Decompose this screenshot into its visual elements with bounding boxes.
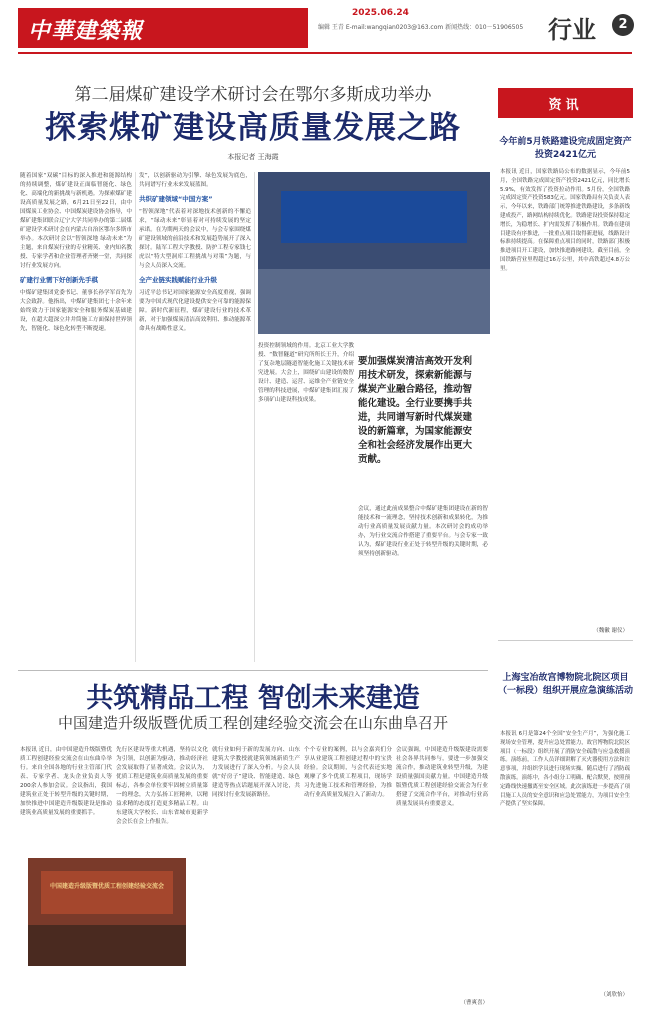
conference-photo [258,172,490,334]
editor-info: 编辑 王青 E-mail:wangqian0203@163.com 新闻热线：010－51906505 [318,24,524,31]
masthead [0,0,650,52]
sidebar-divider [498,640,633,641]
second-column-2 [116,746,208,851]
sidebar-item-1-title: 今年前5月铁路建设完成固定资产投资2421亿元 [499,137,632,160]
lead-paragraph: 随着国家“双碳”目标的深入推进和能源结构的持续调整，煤矿建设正面临智能化、绿色化、高端化的新挑战与新机遇。为探索煤矿建设高质量发展之路，6月21日至22日，由中国煤炭工业协会、中国煤炭建设协会指导，中煤矿建集团联合辽宁大学共同举办的第二届煤矿建设学术研讨会在内蒙古自治区鄂尔多斯市举办。本次研讨会以“智领深地 绿动未来”为主题，来自煤炭行业的专业精英、业内知名教授、专家学者和企业管理者齐聚一堂，共同探讨行业发展方向。 [20,173,132,269]
lead-column-2 [139,172,251,662]
lead-paragraph: 投资控制领域的作用。北京工业大学教授、“数智隧道”研究所所长王升，介绍了复杂地层隧道智能化施工关键技术研究进展。大会上，围绕矿山建设的数智设计、建造、运营、运维全产业链安全管理的科技进展，中煤矿建集团汇报了多项矿山建设科技成果。 [258,343,354,403]
second-paragraph: 先行区建设等重大机遇，坚持以文化为引领，以创新为驱动，推动经济社会发展取得了显著成效。会议认为，优质工程是建筑业高质量发展的重要标志，各参会单位要牢固树立质量第一的理念，大力弘扬工匠精神，以精益求精的态度打造更多精品工程。山东建筑大学校长、山东省城市更新学会会长在会上作报告。 [116,747,208,825]
news-sidebar [498,58,633,1004]
stage-screen [281,191,467,243]
lead-paragraph: 发”，以创新驱动为引擎、绿色发展为底色，共同谱写行业未来发展蓝图。 [139,173,251,188]
lead-column-4 [358,505,488,662]
sidebar-header [498,88,633,118]
second-paragraph: 本报讯 近日，由中国建造升级版暨优质工程创建经验交流会在山东曲阜举行。来自全国各地的行业主管部门代表、专家学者、龙头企业负责人等200余人参加会议。会议指出，我国建筑业正处于转型升级的关键时期，加快推进中国建造升级版建设是推动建筑业高质量发展的重要抓手。 [20,747,112,816]
column-divider [254,172,255,662]
pull-quote: 要加强煤炭清洁高效开发利用技术研发，探索新能源与煤炭产业融合路径，推动智能化建设。全行业要携手共进，共同谱写新时代煤炭建设的新篇章，为国家能源安全和社会经济发展作出更大贡献。 [358,356,473,465]
banner-text: 中国建造升级版暨优质工程创建经验交流会 [49,882,164,890]
lead-subhead-1: 矿建行业需下好创新先手棋 [20,276,98,284]
header-rule [18,52,632,54]
exchange-meeting-photo [28,858,186,966]
sidebar-header-text: 资讯 [548,98,583,113]
second-signature: （曹爽喜） [460,1000,488,1006]
sidebar-item-2-title: 上海宝冶故宫博物院北院区项目（一标段）组织开展应急演练活动 [498,673,634,696]
page-number: 2 [612,14,634,36]
issue-date: 2025.06.24 [352,8,409,18]
stage-banner [41,871,174,914]
lead-kicker: 第二届煤矿建设学术研讨会在鄂尔多斯成功举办 [74,85,432,105]
lead-subhead-2: 共织矿建领域“中国方案” [139,195,213,203]
audience-area [258,269,490,334]
second-column-1 [20,746,112,851]
lead-subhead-3: 全产业链实践赋能行业升级 [139,276,217,284]
lead-byline: 本报记者 王海霞 [227,153,279,161]
second-paragraph: 个个专业的案例，以与会嘉宾们分享从业建筑工程创建过程中的宝贵经验。会议期间，与会代表还实地观摩了多个优质工程项目，现场学习先进施工技术和管理经验，为推动行业高质量发展注入了新动力。 [304,747,392,798]
second-column-5 [396,746,488,996]
sidebar-item-2-body: 本报讯 6月是第24个全国“安全生产月”，为强化施工现场安全管理，提升应急处置能力，故宫博物院北院区项目（一标段）组织开展了消防安全疏散与应急救援演练。演练前，工作人员详细讲解了灭火器使用方法和注意事项，并组织学员进行现场实操。随后进行了消防疏散演练。演练中，各小组分工明确、配合默契，按照预定路线快速撤离至安全区域。此次演练进一步提高了项目施工人员的安全意识和应急处置能力，为项目安全生产提供了坚实保障。 [500,731,630,808]
stage-area [28,925,186,966]
second-kicker: 中国建造升级版暨优质工程创建经验交流会在山东曲阜召开 [57,714,448,732]
section-name: 行业 [548,16,596,44]
second-paragraph: 会议强调，中国建造升级版建设需要社会各界共同参与，要进一步加强交流合作，推动建筑业转型升级，为建设质量强国贡献力量。中国建造升级版暨优质工程创建经验交流会为行业搭建了交流合作平台，对推动行业高质量发展具有重要意义。 [396,747,488,807]
lead-column-3 [258,342,354,662]
lead-paragraph: 会议，通过此前成果整合中煤矿建集团建设在新的智能技术和一流理念，坚持技术创新和成果转化，为推动行业高质量发展贡献力量。本次研讨会的成功举办，为行业交流合作搭建了重要平台。与会专家一致认为，煤矿建设行业正处于转型升级的关键时期，必须坚持创新驱动。 [358,506,488,557]
sidebar-item-1-signature: （魏徽 谢仪） [593,628,628,634]
column-divider [135,172,136,662]
lead-paragraph: “智领深地”代表着对深地技术创新的不懈追求，“绿动未来”彰显着对可持续发展的坚定承诺。在为期两天的会议中，与会专家围绕煤矿建设领域的前沿技术和发展趋势展开了深入探讨。陆军工程大学教授、防护工程专家钱七虎以“特大型洞库工程挑战与对策”为题，与与会人员深入交流。 [139,209,251,269]
second-column-4 [304,746,392,1008]
second-column-3 [212,746,300,1008]
sidebar-item-1-body: 本报讯 近日，国家铁路局公布的数据显示，今年前5月，全国铁路完成固定资产投资2421亿元，同比增长5.9%，有效发挥了投资拉动作用。5月份，全国铁路完成固定资产投资583亿元。国家铁路局有关负责人表示，今年以来，铁路部门统筹推进铁路建设，多条新线建成投产，路网结构持续优化。铁路建设投资保持稳定增长，为稳增长、扩内需发挥了积极作用。铁路在建项目建设有序推进，一批重点项目取得新进展，线路设计标准持续提高。在保障重点项目的同时，铁路部门积极推进项目开工建设，加快推进路网建设。截至目前，全国铁路营业里程超过16万公里，其中高铁超过4.8万公里。 [500,169,630,272]
lead-headline: 探索煤矿建设高质量发展之路 [45,110,461,146]
second-headline: 共筑精品工程 智创未来建造 [86,683,420,714]
logo-text: 中華建築報 [28,18,144,44]
lead-column-1 [20,172,132,662]
newspaper-logo [18,8,308,48]
lead-paragraph: 习近平总书记对国家能源安全高度重视，强调要为中国式现代化建设提供安全可靠的能源保障。新时代新征程，煤矿建设行业的技术革新，对于加强煤炭清洁高效利用、推动能源革命具有战略性意义。 [139,290,251,332]
second-paragraph: 就行业如何于新的发展方向、山东建筑大学教授就建筑领域新质生产力发展进行了深入分析。与会人员就“好房子”建设、智能建造、绿色建造等热点话题展开深入讨论，共同探讨行业发展新路径。 [212,747,300,798]
sidebar-item-2-signature: （刘欣怡） [600,992,628,998]
story-divider [18,670,488,671]
lead-paragraph: 中煤矿建集团党委书记、董事长孙学军首先为大会致辞。他指出，中煤矿建集团七十余年来始终致力于国家能源安全和服务煤炭基础建设，在超大超深立井井筒施工方面保持世界领先，智能化、绿色化转型不断提速。 [20,290,132,332]
